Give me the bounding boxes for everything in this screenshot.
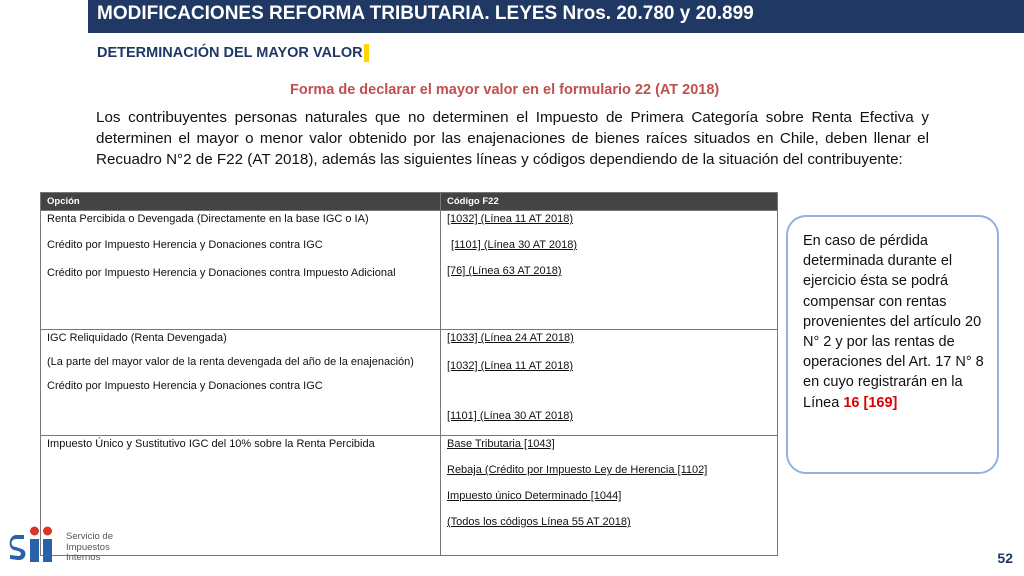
text-cursor-marker	[364, 44, 369, 62]
code-text: [1032] (Línea 11 AT 2018)	[447, 360, 573, 372]
option-cell	[41, 211, 441, 330]
table-row	[41, 436, 778, 556]
logo-line: Internos	[66, 552, 101, 563]
codes-table	[40, 192, 778, 556]
option-text: Crédito por Impuesto Herencia y Donaciones contra IGC	[47, 239, 323, 251]
code-text: [1033] (Línea 24 AT 2018)	[447, 332, 574, 344]
callout-text	[803, 231, 988, 413]
page-subtitle: DETERMINACIÓN DEL MAYOR VALOR	[97, 45, 363, 61]
callout-body: En caso de pérdida determinada durante el ejercicio ésta se podrá compensar con rentas provenientes del artículo 20 N° 2 y por las rentas de operaciones del Art. 17 N° 8 en cuyo registrarán en la Línea	[803, 233, 984, 411]
subtitle-row	[97, 44, 369, 62]
option-cell	[41, 330, 441, 436]
code-text: [1101] (Línea 30 AT 2018)	[451, 239, 577, 251]
code-cell	[441, 330, 778, 436]
option-text: Crédito por Impuesto Herencia y Donaciones contra Impuesto Adicional	[47, 267, 396, 279]
code-text: Base Tributaria [1043]	[447, 438, 555, 450]
table-header-row	[41, 193, 778, 211]
option-text: Impuesto Único y Sustitutivo IGC del 10% sobre la Renta Percibida	[47, 438, 375, 450]
table-row	[41, 330, 778, 436]
option-text: Renta Percibida o Devengada (Directamente en la base IGC o IA)	[47, 213, 369, 225]
intro-paragraph: Los contribuyentes personas naturales que no determinen el Impuesto de Primera Categoría sobre Renta Efectiva y determinen el mayor o menor valor obtenido por las enajenaciones de bienes raíces situados en Chile, deben llenar el Recuadro N°2 de F22 (AT 2018), además las siguientes líneas y códigos dependiendo de la situación del contribuyente:	[96, 109, 929, 168]
logo-line: Impuestos	[66, 541, 110, 553]
page-title: MODIFICACIONES REFORMA TRIBUTARIA. LEYES Nros. 20.780 y 20.899	[97, 3, 754, 24]
code-text: Rebaja (Crédito por Impuesto Ley de Herencia [1102]	[447, 464, 708, 476]
code-text: [1032] (Línea 11 AT 2018)	[447, 213, 573, 225]
callout-highlight: 16 [169]	[843, 394, 898, 411]
option-text: (La parte del mayor valor de la renta devengada del año de la enajenación)	[47, 356, 414, 368]
page-number: 52	[997, 550, 1013, 566]
table-row	[41, 211, 778, 330]
code-cell	[441, 211, 778, 330]
logo-line: Servicio de	[66, 531, 113, 542]
header-code: Código F22	[441, 193, 778, 211]
code-text: Impuesto único Determinado [1044]	[447, 490, 622, 502]
code-text: [76] (Línea 63 AT 2018)	[447, 265, 562, 277]
logo-text	[66, 532, 113, 564]
header-option: Opción	[41, 193, 441, 211]
code-text: [1101] (Línea 30 AT 2018)	[447, 410, 573, 422]
code-text: (Todos los códigos Línea 55 AT 2018)	[447, 516, 631, 528]
code-cell	[441, 436, 778, 556]
option-text: IGC Reliquidado (Renta Devengada)	[47, 332, 227, 344]
section-heading: Forma de declarar el mayor valor en el formulario 22 (AT 2018)	[290, 82, 720, 98]
option-text: Crédito por Impuesto Herencia y Donaciones contra IGC	[47, 380, 323, 392]
